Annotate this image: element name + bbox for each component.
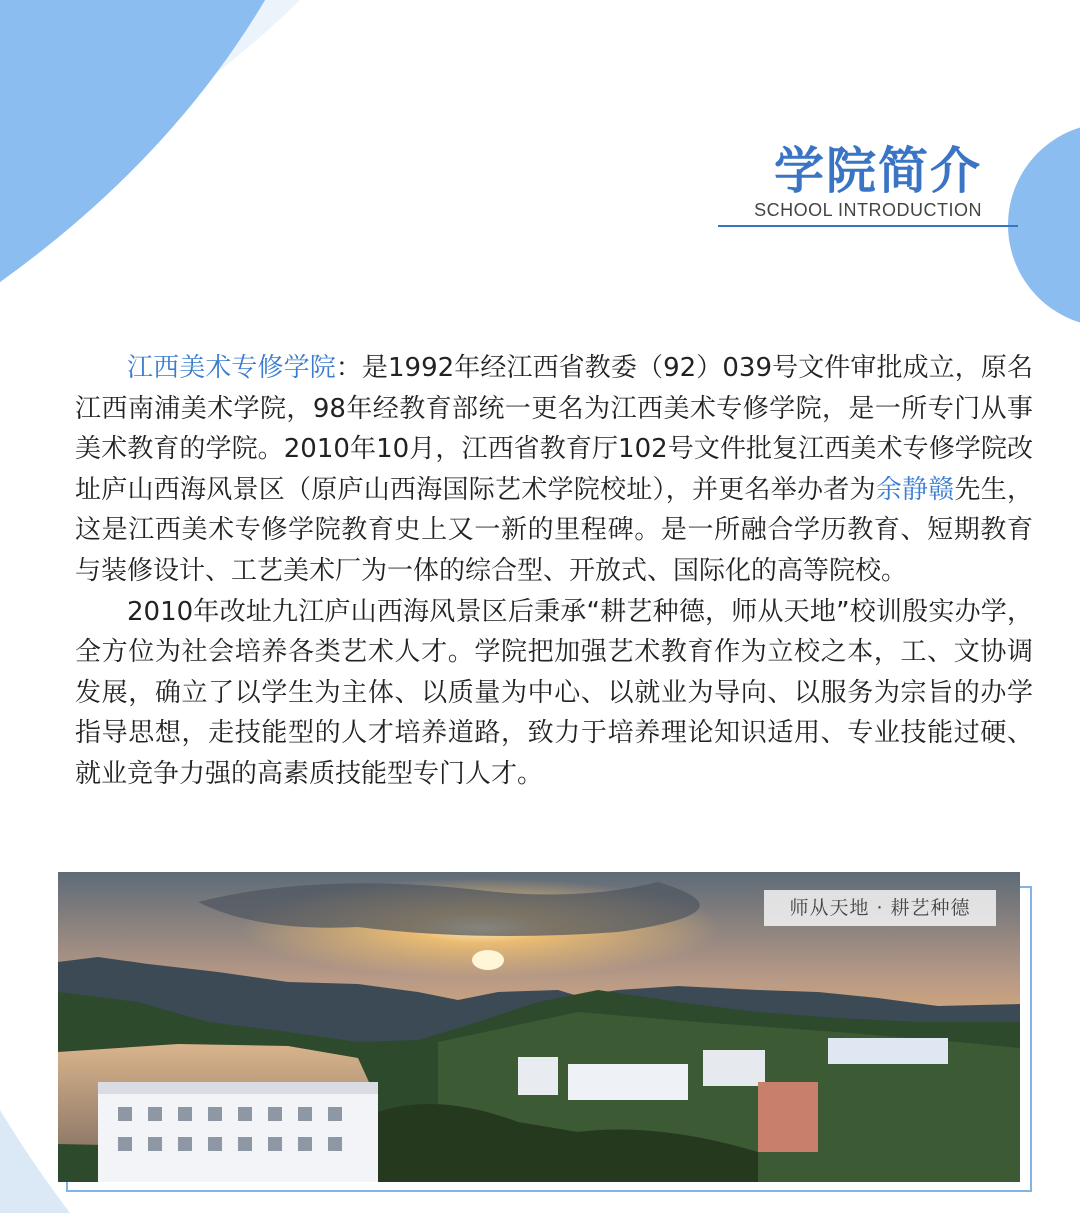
title-english: SCHOOL INTRODUCTION — [754, 200, 982, 220]
title-chinese: 学院简介 — [774, 142, 982, 200]
building-right — [703, 1050, 765, 1086]
right-blue-circle — [1008, 123, 1080, 327]
section-title — [754, 140, 982, 221]
building-roofline — [98, 1082, 378, 1094]
intro-paragraph-1 — [75, 348, 1033, 592]
sports-court — [758, 1082, 818, 1152]
paragraph-1-text-b: 先生，这是江西美术专修学院教育史上又一新的里程碑。是一所融合学历教育、短期教育与装修设计、工艺美术厂为一体的综合型、开放式、国际化的高等院校。 — [75, 474, 1033, 586]
school-name-highlight: 江西美术专修学院 — [127, 353, 336, 383]
photo-caption: 师从天地 · 耕艺种德 — [764, 890, 996, 926]
building-mid — [568, 1064, 688, 1100]
intro-paragraph-2: 2010年改址九江庐山西海风景区后秉承“耕艺种德，师从天地”校训殷实办学，全方位为社会培养各类艺术人才。学院把加强艺术教育作为立校之本，工、文协调发展，确立了以学生为主体、以质量为中心、以就业为导向、以服务为宗旨的办学指导思想，走技能型的人才培养道路，致力于培养理论知识适用、专业技能过硬、就业竞争力强的高素质技能型专门人才。 — [75, 596, 1033, 789]
paragraph-1-text-a: ：是1992年经江西省教委（92）039号文件审批成立，原名江西南浦美术学院，98年经教育部统一更名为江西美术专修学院，是一所专门从事美术教育的学院。2010年10月，江西省教育厅102号文件批复江西美术专修学院改址庐山西海风景区（原庐山西海国际艺术学院校址），并更名举办者为 — [75, 353, 1033, 505]
sun — [472, 950, 504, 970]
building-small — [518, 1057, 558, 1095]
building-roof-blue — [828, 1038, 948, 1064]
foreground-building — [98, 1082, 378, 1182]
campus-photo — [58, 872, 1020, 1182]
top-left-blue-shape-main — [0, 0, 265, 282]
founder-name-highlight: 余静赣 — [875, 474, 955, 505]
intro-text — [75, 348, 1033, 795]
title-underline — [718, 225, 1018, 227]
